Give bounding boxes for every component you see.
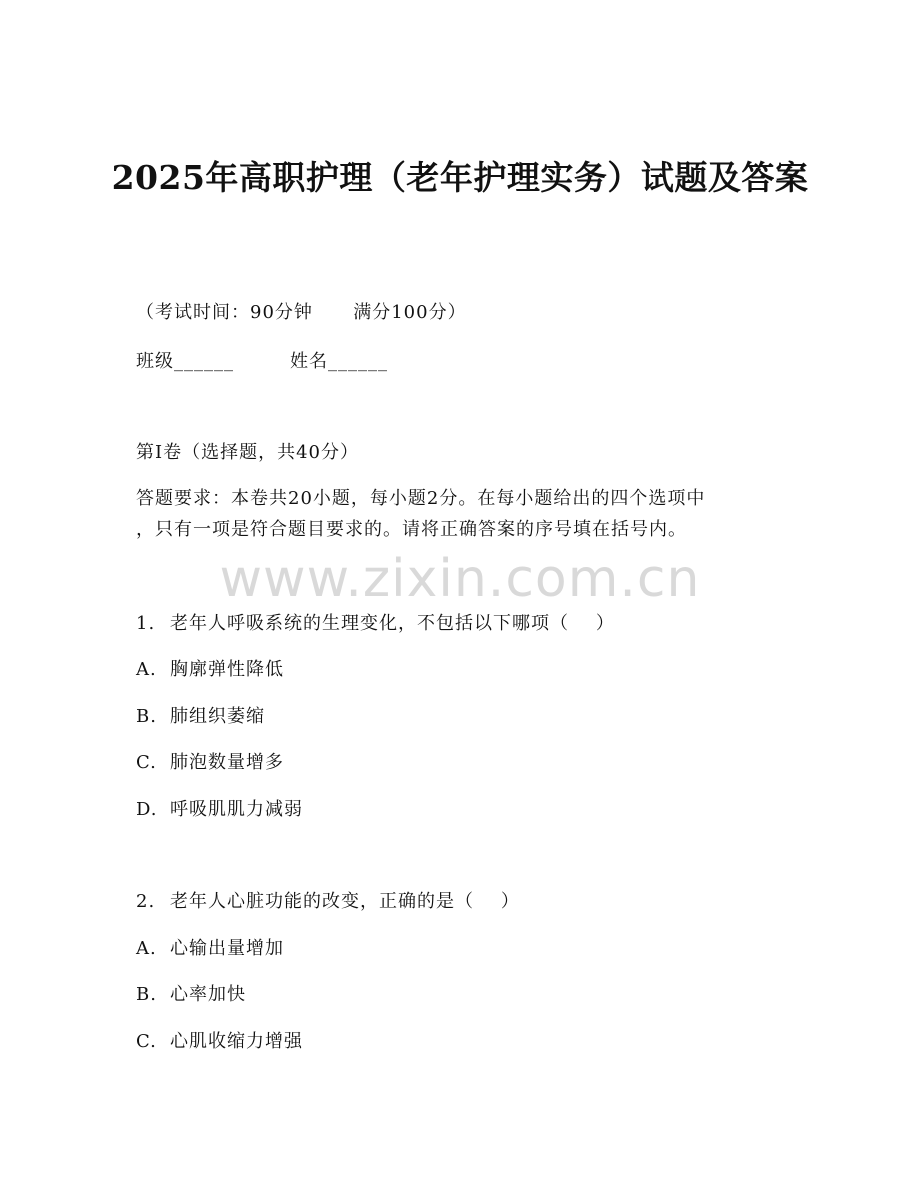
question-number: 1. bbox=[136, 613, 156, 634]
option-letter: B. bbox=[136, 984, 157, 1005]
option-text: 心率加快 bbox=[170, 984, 246, 1005]
option-letter: A. bbox=[136, 938, 157, 959]
option-letter: C. bbox=[136, 1031, 157, 1052]
student-info-row bbox=[136, 350, 388, 374]
question-2 bbox=[136, 890, 520, 914]
option-letter: B. bbox=[136, 706, 157, 727]
exam-info: （考试时间：90分钟 满分100分） bbox=[136, 302, 467, 323]
option-letter: C. bbox=[136, 752, 157, 773]
name-label: 姓名______ bbox=[290, 351, 388, 372]
instructions-line-1: 答题要求：本卷共20小题，每小题2分。在每小题给出的四个选项中 bbox=[136, 488, 706, 509]
section-title: 第I卷（选择题，共40分） bbox=[136, 442, 360, 463]
question-1 bbox=[136, 612, 615, 636]
question-2-option-a bbox=[136, 937, 284, 961]
option-text: 肺泡数量增多 bbox=[170, 752, 284, 773]
question-number: 2. bbox=[136, 891, 156, 912]
class-label: 班级______ bbox=[136, 351, 234, 372]
watermark: www.zixin.com.cn bbox=[219, 549, 701, 609]
question-1-option-b bbox=[136, 705, 265, 729]
option-text: 胸廓弹性降低 bbox=[170, 659, 284, 680]
option-text: 呼吸肌肌力减弱 bbox=[170, 799, 303, 820]
question-2-option-c bbox=[136, 1030, 303, 1054]
question-1-option-c bbox=[136, 751, 284, 775]
question-text: 老年人心脏功能的改变，正确的是（ ） bbox=[170, 891, 520, 912]
option-letter: A. bbox=[136, 659, 157, 680]
question-1-option-d bbox=[136, 798, 303, 822]
question-text: 老年人呼吸系统的生理变化，不包括以下哪项（ ） bbox=[170, 613, 615, 634]
instructions-line-2: ，只有一项是符合题目要求的。请将正确答案的序号填在括号内。 bbox=[136, 519, 687, 540]
option-text: 心输出量增加 bbox=[170, 938, 284, 959]
document-title: 2025年高职护理（老年护理实务）试题及答案 bbox=[111, 158, 809, 197]
question-1-option-a bbox=[136, 658, 284, 682]
question-2-option-b bbox=[136, 983, 246, 1007]
option-text: 心肌收缩力增强 bbox=[170, 1031, 303, 1052]
option-text: 肺组织萎缩 bbox=[170, 706, 265, 727]
option-letter: D. bbox=[136, 799, 158, 820]
